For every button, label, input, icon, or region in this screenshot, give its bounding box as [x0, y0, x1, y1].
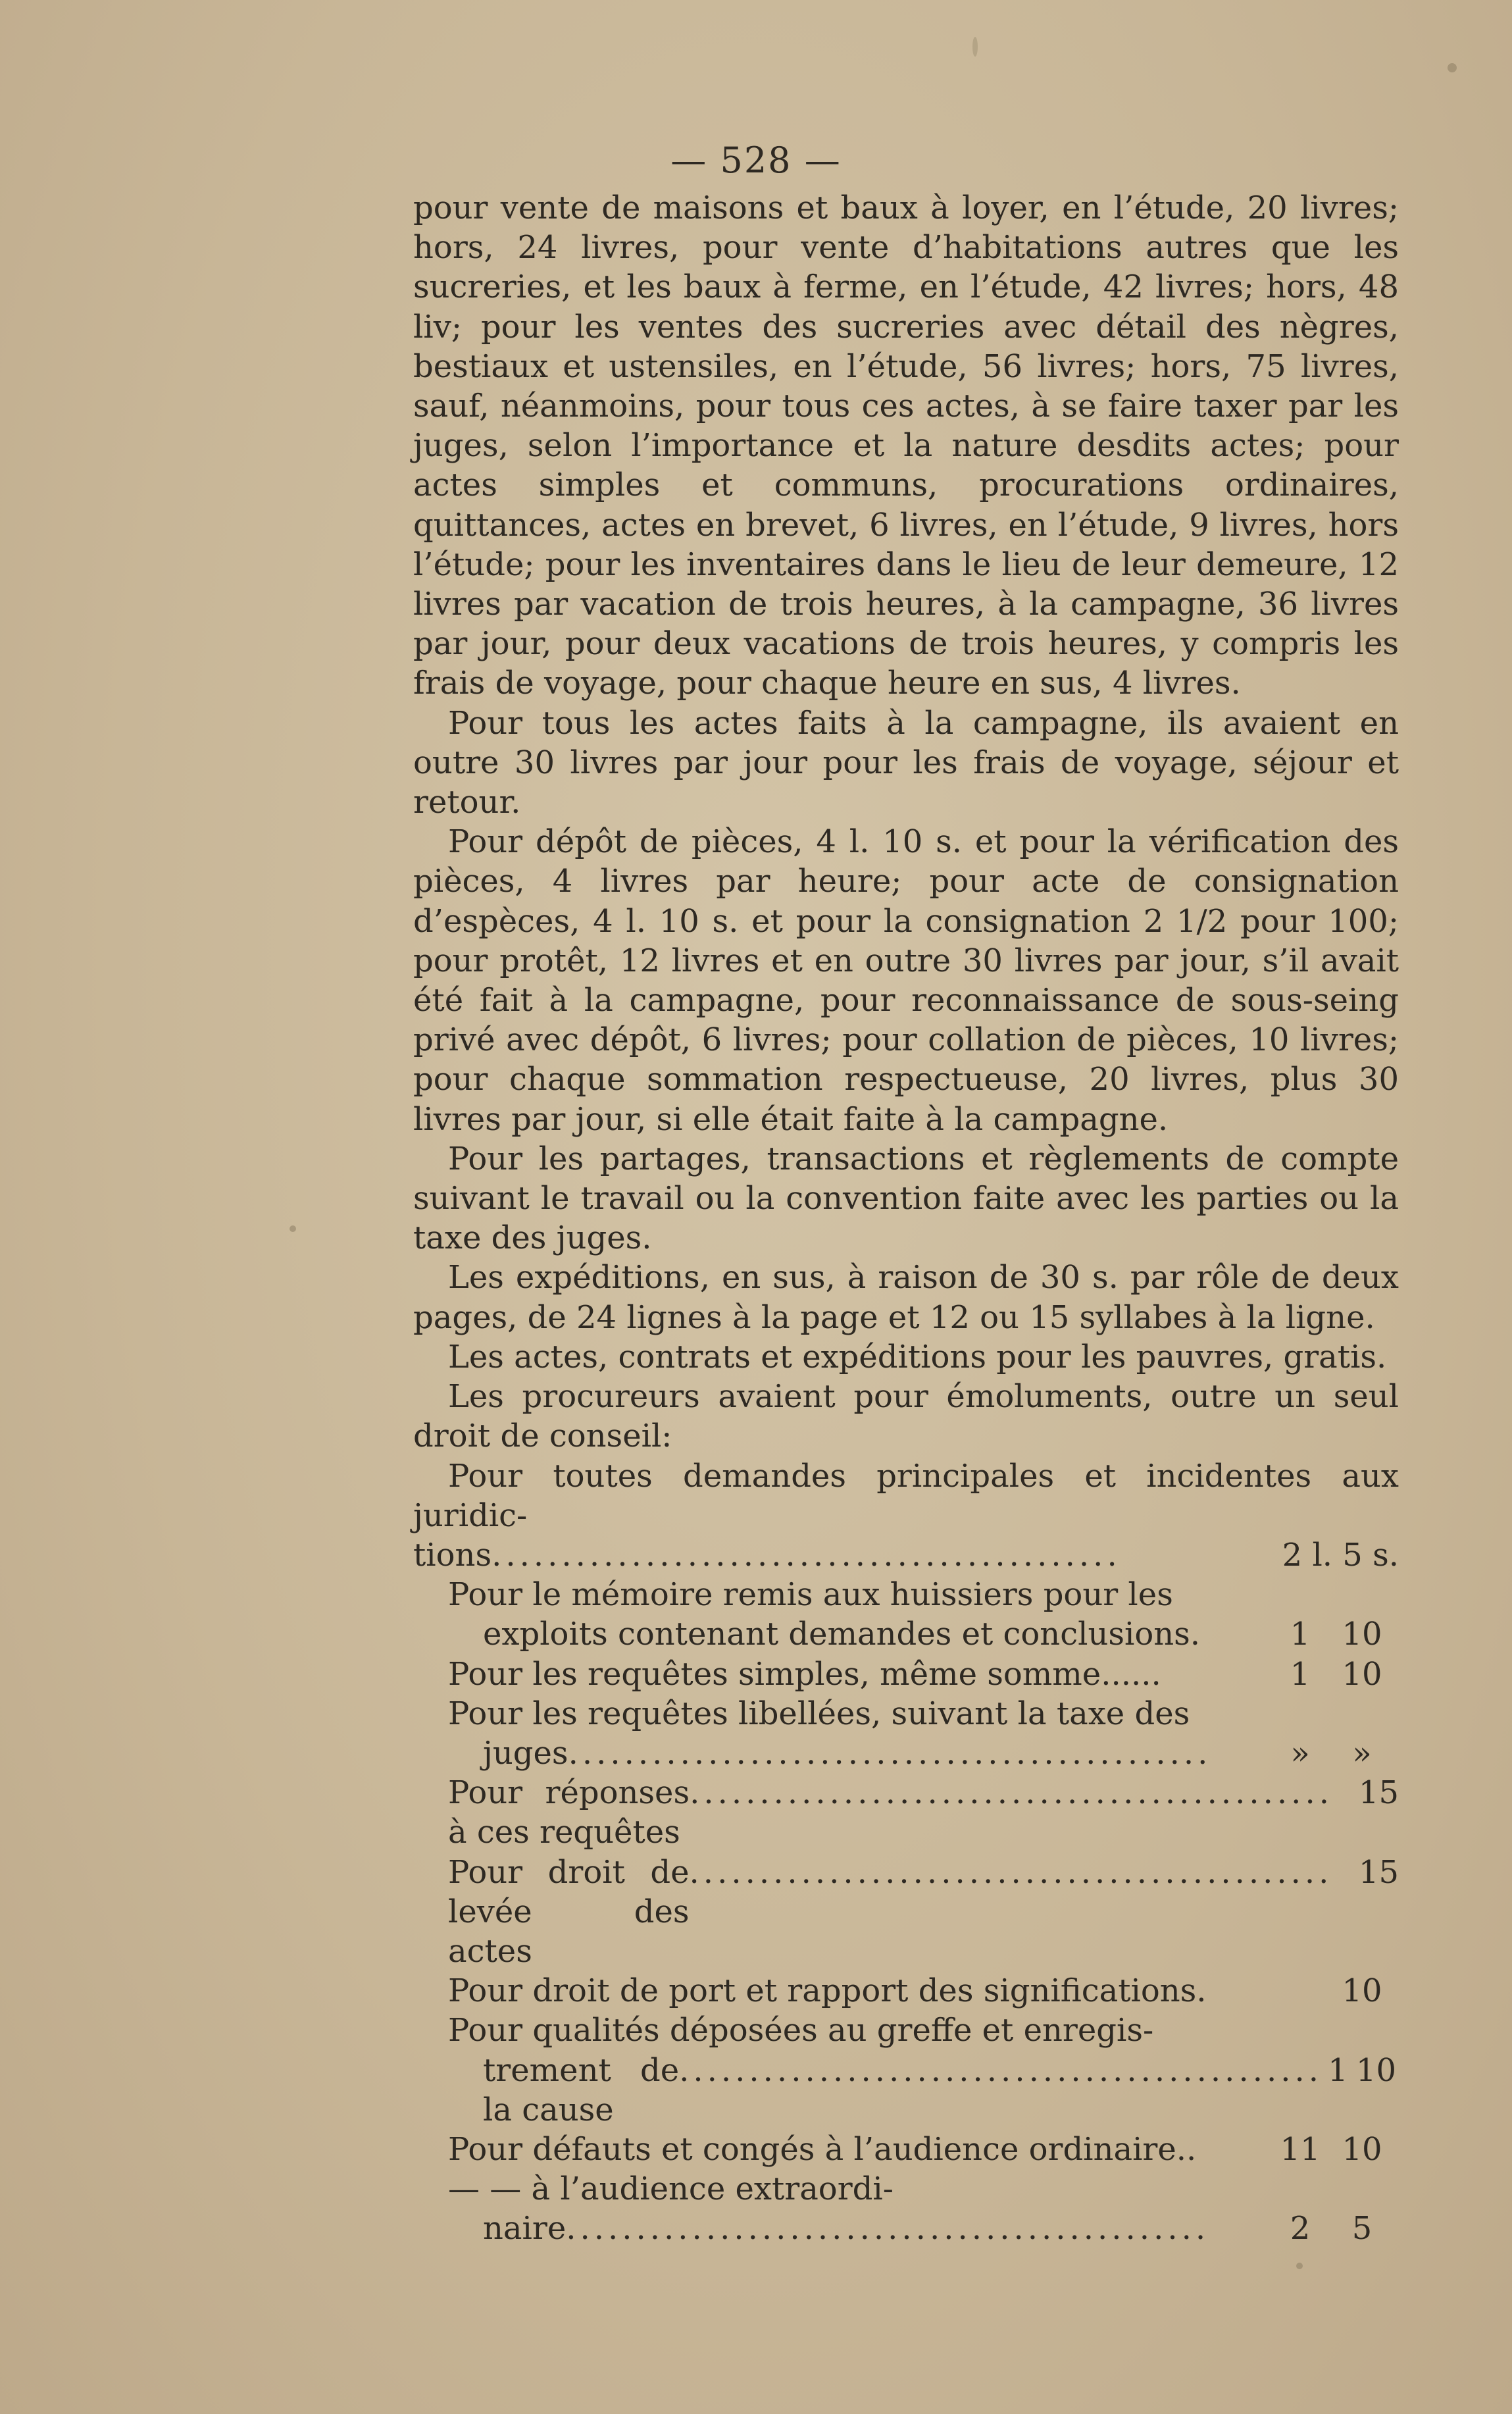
fee-entry-first: Pour toutes demandes principales et incidentes aux juridic- [413, 1457, 1399, 1534]
fee-row-line [413, 2130, 1399, 2169]
body-text [413, 188, 1399, 2249]
ink-spot [1296, 2263, 1303, 2269]
fee-description: Pour le mémoire remis aux huissiers pour les [448, 1576, 1173, 1614]
fee-row-line [413, 2169, 1399, 2209]
paragraph: Les procureurs avaient pour émoluments, outre un seul droit de conseil: [413, 1378, 1399, 1455]
fee-sous: » [1352, 1734, 1372, 1772]
fee-sous: 10 [1342, 1972, 1382, 2010]
fee-row-line [413, 1733, 1399, 1773]
fee-description: trement de la cause [483, 2051, 680, 2128]
fee-description: Pour les requêtes libellées, suivant la taxe des [448, 1695, 1190, 1732]
fee-schedule [413, 1456, 1399, 2249]
page-number: — 528 — [670, 140, 842, 181]
fee-row-line [413, 2051, 1399, 2130]
fee-livres: » [1290, 1734, 1310, 1772]
fee-total: 2 l. 5 s. [1282, 1536, 1399, 1574]
paragraph: Pour tous les actes faits à la campagne, ils avaient en outre 30 livres par jour pour les frais de voyage, séjour et retour. [413, 704, 1399, 821]
fee-description: juges [483, 1734, 568, 1772]
fee-sous: 15 [1358, 1853, 1399, 1891]
fee-row-line [413, 1853, 1399, 1972]
fee-row-line [413, 1655, 1399, 1694]
fee-sous: 5 [1351, 2210, 1373, 2247]
fee-description: Pour les requêtes simples, même somme...... [448, 1655, 1161, 1693]
fee-row-line [413, 1575, 1399, 1614]
fee-sous: 15 [1358, 1774, 1399, 1812]
fee-row-line [413, 2011, 1399, 2050]
ink-spot [290, 1225, 296, 1232]
dot-leader: .............................................. [679, 2051, 1323, 2089]
paragraph: Pour les partages, transactions et règlements de compte suivant le travail ou la convention faite avec les parties ou la taxe des juges. [413, 1140, 1399, 1257]
paragraph: Pour dépôt de pièces, 4 l. 10 s. et pour la vérification des pièces, 4 livres par heure; pour acte de consignation d’espèces, 4 l. 10 s. et pour la consignation 2 1/2 pour 100; pour protêt, 12 livres et en outre 30 livres par jour, s’il avait été fait à la campagne, pour reconnaissance de sous-seing privé avec dépôt, 6 livres; pour collation de pièces, 10 livres; pour chaque sommation respectueuse, 20 livres, plus 30 livres par jour, si elle était faite à la campagne. [413, 823, 1399, 1138]
dot-leader: .............................................. [568, 1734, 1212, 1772]
fee-livres: 1 [1290, 1655, 1311, 1693]
fee-row-line [413, 2209, 1399, 2248]
dot-leader: .............................................. [689, 1853, 1333, 1891]
fee-row-line [413, 1694, 1399, 1733]
fee-label: tions [413, 1536, 492, 1574]
dot-leader: ............................................. [491, 1536, 1121, 1574]
fee-rows [413, 1575, 1399, 2248]
fee-livres: 1 [1290, 1616, 1311, 1653]
fee-sous: 10 [1342, 1655, 1382, 1693]
ink-spot [972, 37, 978, 57]
fee-description: Pour réponses à ces requêtes [448, 1774, 690, 1851]
dot-leader: .............................................. [690, 1774, 1333, 1812]
fee-description: Pour défauts et congés à l’audience ordinaire.. [448, 2130, 1197, 2168]
paragraph: Les actes, contrats et expéditions pour les pauvres, gratis. [448, 1338, 1387, 1375]
paragraph: Les expéditions, en sus, à raison de 30 s. par rôle de deux pages, de 24 lignes à la page et 12 ou 15 syllabes à la ligne. [413, 1259, 1399, 1336]
fee-description: Pour droit de port et rapport des significations. [448, 1972, 1207, 2010]
fee-row-line [413, 1614, 1399, 1654]
fee-description: naire [483, 2210, 567, 2247]
dot-leader: .............................................. [566, 2210, 1210, 2247]
fee-description: exploits contenant demandes et conclusions. [483, 1616, 1201, 1653]
fee-row-line [413, 1971, 1399, 2011]
fee-row-line [413, 1773, 1399, 1852]
fee-sous: 10 [1342, 2130, 1382, 2168]
ink-spot [1448, 63, 1457, 72]
fee-livres: 2 [1290, 2210, 1311, 2247]
fee-sous: 10 [1342, 1616, 1382, 1653]
fee-sous: 10 [1355, 2051, 1396, 2089]
fee-livres: 11 [1280, 2130, 1321, 2168]
paragraph: pour vente de maisons et baux à loyer, en l’étude, 20 livres; hors, 24 livres, pour vente d’habitations autres que les sucreries, et les baux à ferme, en l’étude, 42 livres; hors, 48 liv; pour les ventes des sucreries avec détail des nègres, bestiaux et ustensiles, en l’étude, 56 livres; hors, 75 livres, sauf, néanmoins, pour tous ces actes, à se faire taxer par les juges, selon l’importance et la nature desdits actes; pour actes simples et communs, procurations ordinaires, quittances, actes en brevet, 6 livres, en l’étude, 9 livres, hors l’étude; pour les inventaires dans le lieu de leur demeure, 12 livres par vacation de trois heures, à la campagne, 36 livres par jour, pour deux vacations de trois heures, y compris les frais de voyage, pour chaque heure en sus, 4 livres. [413, 190, 1399, 702]
fee-livres: 1 [1328, 2051, 1348, 2089]
fee-entry-first-cont [413, 1535, 1399, 1575]
fee-description: Pour droit de levée des actes [448, 1853, 690, 1970]
fee-description: Pour qualités déposées au greffe et enregis- [448, 2012, 1154, 2049]
fee-description: — — à l’audience extraordi- [448, 2170, 894, 2208]
